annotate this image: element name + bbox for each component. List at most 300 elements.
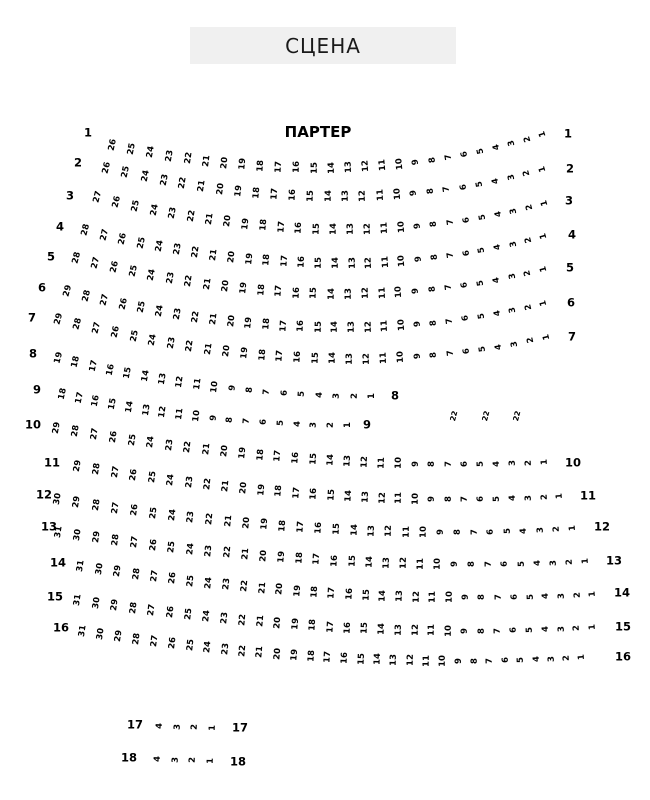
seat-row5-10[interactable]: 10 — [393, 285, 405, 299]
seat-row1-17[interactable]: 17 — [273, 160, 285, 173]
seat-row10-1[interactable]: 1 — [539, 458, 550, 466]
seat-row4-28[interactable]: 28 — [79, 222, 93, 237]
seat-row8-11[interactable]: 11 — [191, 377, 204, 391]
seat-row12-20[interactable]: 20 — [241, 516, 253, 529]
seat-row14-6[interactable]: 6 — [509, 594, 520, 601]
seat-row6-20[interactable]: 20 — [226, 314, 238, 328]
seat-row16-31[interactable]: 31 — [76, 624, 89, 638]
seat-row6-18[interactable]: 18 — [261, 318, 273, 331]
seat-row11-7[interactable]: 7 — [459, 496, 470, 502]
seat-row2-21[interactable]: 21 — [196, 179, 208, 193]
seat-row11-3[interactable]: 3 — [523, 494, 534, 501]
seat-row13-1[interactable]: 1 — [580, 557, 591, 565]
seat-row11-23[interactable]: 23 — [183, 475, 196, 489]
seat-row3-11[interactable]: 11 — [379, 222, 390, 235]
seat-row15-30[interactable]: 30 — [90, 596, 103, 610]
seat-row5-9[interactable]: 9 — [410, 287, 422, 295]
seat-row2-1[interactable]: 1 — [537, 164, 549, 174]
seat-row14-27[interactable]: 27 — [149, 569, 161, 583]
seat-row12-23[interactable]: 23 — [185, 510, 197, 524]
seat-row10-14[interactable]: 14 — [325, 453, 336, 467]
seat-row16-21[interactable]: 21 — [254, 645, 266, 659]
seat-row11-18[interactable]: 18 — [273, 484, 285, 498]
seat-row15-29[interactable]: 29 — [109, 598, 121, 612]
seat-row13-10[interactable]: 10 — [433, 558, 444, 571]
seat-row7-6[interactable]: 6 — [461, 347, 473, 355]
seat-row13-26[interactable]: 26 — [147, 538, 160, 552]
seat-row6-11[interactable]: 11 — [379, 320, 391, 333]
seat-row12-2[interactable]: 2 — [551, 525, 562, 533]
seat-row5-6[interactable]: 6 — [459, 281, 471, 289]
seat-row14-14[interactable]: 14 — [377, 589, 389, 602]
seat-row3-27[interactable]: 27 — [91, 189, 105, 204]
seat-row12-16[interactable]: 16 — [313, 521, 325, 535]
seat-row2-4[interactable]: 4 — [490, 176, 502, 185]
seat-row5-15[interactable]: 15 — [308, 287, 320, 300]
seat-row2-10[interactable]: 10 — [391, 188, 403, 201]
seat-row12-4[interactable]: 4 — [518, 527, 530, 534]
seat-row3-20[interactable]: 20 — [222, 214, 234, 228]
seat-row4-5[interactable]: 5 — [476, 246, 488, 255]
seat-row15-28[interactable]: 28 — [128, 601, 140, 615]
seat-row9-16[interactable]: 16 — [90, 394, 103, 408]
seat-row14-25[interactable]: 25 — [185, 574, 197, 587]
seat-row7-27[interactable]: 27 — [90, 321, 104, 336]
seat-row10-17[interactable]: 17 — [272, 449, 284, 463]
seat-row9-4[interactable]: 4 — [292, 420, 303, 428]
seat-row11-22[interactable]: 22 — [201, 477, 214, 491]
seat-row1-6[interactable]: 6 — [459, 150, 471, 159]
seat-row10-9[interactable]: 9 — [410, 460, 421, 467]
seat-row6-17[interactable]: 17 — [278, 319, 290, 332]
seat-row16-13[interactable]: 13 — [388, 653, 400, 667]
seat-row7-21[interactable]: 21 — [202, 342, 215, 356]
seat-row15-27[interactable]: 27 — [146, 603, 158, 617]
seat-row14-28[interactable]: 28 — [130, 567, 143, 581]
seat-row16-28[interactable]: 28 — [131, 632, 143, 646]
seat-row11-19[interactable]: 19 — [255, 483, 267, 496]
seat-row1-11[interactable]: 11 — [377, 158, 389, 172]
seat-row15-8[interactable]: 8 — [476, 627, 487, 634]
seat-row4-19[interactable]: 19 — [243, 252, 256, 266]
seat-row16-29[interactable]: 29 — [113, 629, 125, 643]
seat-row9-3[interactable]: 3 — [309, 421, 320, 428]
seat-row14-17[interactable]: 17 — [326, 586, 338, 600]
seat-row4-14[interactable]: 14 — [330, 257, 341, 270]
seat-row2-25[interactable]: 25 — [119, 165, 133, 180]
seat-row8-1[interactable]: 1 — [366, 393, 377, 399]
seat-row4-17[interactable]: 17 — [279, 255, 290, 268]
seat-row14-16[interactable]: 16 — [343, 587, 355, 601]
seat-row4-24[interactable]: 24 — [153, 239, 166, 253]
seat-row16-4[interactable]: 4 — [531, 656, 542, 663]
seat-row10-4[interactable]: 4 — [492, 460, 503, 467]
seat-row14-22[interactable]: 22 — [239, 579, 251, 593]
seat-row11-16[interactable]: 16 — [308, 487, 320, 501]
seat-row11-24[interactable]: 24 — [165, 473, 177, 487]
seat-row14-21[interactable]: 21 — [257, 581, 269, 595]
seat-row2-12[interactable]: 12 — [358, 190, 369, 203]
seat-row6-22[interactable]: 22 — [190, 309, 202, 324]
seat-row1-4[interactable]: 4 — [490, 143, 502, 152]
seat-row13-19[interactable]: 19 — [276, 550, 287, 564]
seat-row2-6[interactable]: 6 — [458, 183, 469, 191]
seat-row10-29[interactable]: 29 — [50, 421, 63, 435]
seat-row13-12[interactable]: 12 — [398, 557, 410, 570]
seat-row9-8[interactable]: 8 — [224, 416, 236, 424]
seat-row3-3[interactable]: 3 — [508, 206, 520, 215]
seat-row14-19[interactable]: 19 — [292, 584, 303, 597]
seat-row15-21[interactable]: 21 — [255, 615, 267, 628]
extra-seat-marker-2[interactable]: 22 — [480, 409, 492, 423]
seat-row6-2[interactable]: 2 — [522, 302, 535, 311]
seat-row11-6[interactable]: 6 — [475, 495, 487, 502]
seat-row3-1[interactable]: 1 — [539, 198, 551, 208]
seat-row10-18[interactable]: 18 — [254, 448, 266, 462]
seat-row4-8[interactable]: 8 — [429, 253, 440, 262]
seat-row7-15[interactable]: 15 — [310, 351, 321, 365]
seat-row1-21[interactable]: 21 — [201, 154, 213, 168]
seat-row3-2[interactable]: 2 — [523, 203, 535, 212]
seat-row6-27[interactable]: 27 — [98, 292, 112, 307]
seat-row3-19[interactable]: 19 — [240, 217, 252, 230]
seat-row13-20[interactable]: 20 — [258, 549, 270, 562]
seat-row5-7[interactable]: 7 — [443, 283, 454, 291]
seat-row6-9[interactable]: 9 — [412, 320, 424, 328]
seat-row10-21[interactable]: 21 — [200, 442, 213, 456]
seat-row2-5[interactable]: 5 — [474, 180, 486, 188]
seat-row10-5[interactable]: 5 — [476, 460, 487, 468]
seat-row6-24[interactable]: 24 — [154, 303, 167, 318]
seat-row16-14[interactable]: 14 — [372, 653, 384, 666]
seat-row6-28[interactable]: 28 — [80, 288, 93, 303]
seat-row5-26[interactable]: 26 — [108, 260, 121, 274]
seat-row2-20[interactable]: 20 — [214, 182, 227, 196]
seat-row15-13[interactable]: 13 — [393, 623, 404, 636]
seat-row6-16[interactable]: 16 — [295, 320, 307, 333]
seat-row15-19[interactable]: 19 — [290, 617, 302, 631]
seat-row8-16[interactable]: 16 — [104, 362, 117, 377]
seat-row11-17[interactable]: 17 — [291, 486, 303, 499]
seat-row4-6[interactable]: 6 — [461, 249, 472, 257]
seat-row3-24[interactable]: 24 — [148, 202, 161, 217]
seat-row2-2[interactable]: 2 — [521, 169, 533, 178]
seat-row2-18[interactable]: 18 — [251, 186, 263, 200]
extra-seat-marker-1[interactable]: 22 — [448, 409, 460, 423]
seat-row16-15[interactable]: 15 — [356, 652, 367, 665]
seat-row14-20[interactable]: 20 — [274, 582, 286, 596]
seat-row13-21[interactable]: 21 — [240, 547, 252, 561]
seat-row16-2[interactable]: 2 — [561, 654, 572, 662]
seat-row2-17[interactable]: 17 — [269, 187, 281, 201]
seat-row15-18[interactable]: 18 — [307, 619, 319, 632]
seat-row6-23[interactable]: 23 — [172, 307, 185, 321]
seat-row7-4[interactable]: 4 — [493, 342, 505, 351]
seat-row15-2[interactable]: 2 — [572, 624, 583, 632]
seat-row14-9[interactable]: 9 — [460, 594, 471, 601]
seat-row5-2[interactable]: 2 — [522, 268, 534, 277]
seat-row12-17[interactable]: 17 — [295, 520, 307, 534]
seat-row5-1[interactable]: 1 — [538, 264, 550, 274]
seat-row5-13[interactable]: 13 — [343, 287, 354, 300]
seat-row14-12[interactable]: 12 — [411, 590, 422, 603]
seat-row18-3[interactable]: 3 — [170, 756, 181, 763]
seat-row10-12[interactable]: 12 — [359, 455, 371, 469]
seat-row11-21[interactable]: 21 — [220, 479, 232, 493]
seat-row10-10[interactable]: 10 — [393, 457, 404, 470]
seat-row3-26[interactable]: 26 — [110, 194, 123, 209]
seat-row6-4[interactable]: 4 — [492, 309, 503, 318]
seat-row8-3[interactable]: 3 — [331, 392, 342, 399]
seat-row1-19[interactable]: 19 — [237, 158, 249, 171]
seat-row7-14[interactable]: 14 — [327, 352, 338, 365]
seat-row15-12[interactable]: 12 — [410, 624, 421, 637]
seat-row7-19[interactable]: 19 — [238, 346, 251, 360]
seat-row13-17[interactable]: 17 — [311, 553, 323, 566]
seat-row13-22[interactable]: 22 — [221, 546, 233, 559]
seat-row1-1[interactable]: 1 — [537, 129, 549, 139]
seat-row5-4[interactable]: 4 — [491, 275, 503, 284]
seat-row13-9[interactable]: 9 — [449, 561, 460, 568]
seat-row15-10[interactable]: 10 — [443, 624, 454, 637]
seat-row5-28[interactable]: 28 — [70, 250, 84, 265]
seat-row9-2[interactable]: 2 — [325, 421, 336, 428]
seat-row3-7[interactable]: 7 — [445, 218, 456, 226]
seat-row11-8[interactable]: 8 — [443, 496, 454, 502]
seat-row7-2[interactable]: 2 — [525, 336, 537, 345]
seat-row4-23[interactable]: 23 — [172, 242, 185, 256]
seat-row7-1[interactable]: 1 — [541, 333, 553, 342]
seat-row9-17[interactable]: 17 — [73, 390, 86, 405]
seat-row1-9[interactable]: 9 — [410, 158, 422, 166]
seat-row7-3[interactable]: 3 — [509, 339, 521, 348]
seat-row7-7[interactable]: 7 — [445, 349, 456, 357]
seat-row1-23[interactable]: 23 — [163, 148, 176, 163]
seat-row16-11[interactable]: 11 — [421, 654, 432, 667]
seat-row4-18[interactable]: 18 — [261, 253, 273, 267]
extra-seat-marker-3[interactable]: 22 — [511, 409, 523, 423]
seat-row14-10[interactable]: 10 — [444, 591, 455, 604]
seat-row2-16[interactable]: 16 — [287, 189, 299, 202]
seat-row7-8[interactable]: 8 — [428, 351, 440, 359]
seat-row12-7[interactable]: 7 — [469, 528, 480, 535]
seat-row3-18[interactable]: 18 — [258, 218, 270, 232]
seat-row3-22[interactable]: 22 — [185, 209, 198, 223]
seat-row6-5[interactable]: 5 — [476, 312, 488, 320]
seat-row16-6[interactable]: 6 — [500, 657, 511, 664]
seat-row3-13[interactable]: 13 — [345, 223, 356, 236]
seat-row6-6[interactable]: 6 — [460, 314, 472, 323]
seat-row14-5[interactable]: 5 — [525, 593, 536, 600]
seat-row7-17[interactable]: 17 — [274, 349, 286, 363]
seat-row2-13[interactable]: 13 — [340, 190, 351, 203]
seat-row2-11[interactable]: 11 — [375, 189, 386, 202]
seat-row13-5[interactable]: 5 — [516, 560, 527, 567]
seat-row4-10[interactable]: 10 — [396, 254, 408, 267]
seat-row10-23[interactable]: 23 — [164, 438, 176, 452]
seat-row14-7[interactable]: 7 — [493, 594, 504, 601]
seat-row11-13[interactable]: 13 — [360, 490, 371, 503]
seat-row12-22[interactable]: 22 — [204, 512, 216, 526]
seat-row10-16[interactable]: 16 — [290, 451, 302, 464]
seat-row7-29[interactable]: 29 — [52, 311, 66, 326]
seat-row1-25[interactable]: 25 — [125, 142, 138, 156]
seat-row5-20[interactable]: 20 — [219, 279, 232, 293]
seat-row15-24[interactable]: 24 — [201, 609, 213, 623]
seat-row13-15[interactable]: 15 — [346, 555, 358, 568]
seat-row12-6[interactable]: 6 — [486, 528, 497, 535]
seat-row1-5[interactable]: 5 — [475, 146, 487, 155]
seat-row17-3[interactable]: 3 — [172, 723, 183, 730]
seat-row12-11[interactable]: 11 — [401, 525, 412, 538]
seat-row5-3[interactable]: 3 — [507, 272, 519, 281]
seat-row7-20[interactable]: 20 — [220, 344, 233, 358]
seat-row15-17[interactable]: 17 — [325, 620, 336, 633]
seat-row16-18[interactable]: 18 — [305, 649, 317, 663]
seat-row9-7[interactable]: 7 — [241, 417, 253, 425]
seat-row2-19[interactable]: 19 — [233, 184, 245, 198]
seat-row7-16[interactable]: 16 — [292, 351, 304, 364]
seat-row11-25[interactable]: 25 — [146, 470, 159, 484]
seat-row15-26[interactable]: 26 — [164, 605, 177, 619]
seat-row16-12[interactable]: 12 — [405, 654, 416, 667]
seat-row10-20[interactable]: 20 — [218, 444, 231, 458]
seat-row15-20[interactable]: 20 — [272, 616, 284, 630]
seat-row12-19[interactable]: 19 — [259, 517, 271, 531]
seat-row4-9[interactable]: 9 — [413, 255, 424, 263]
seat-row3-4[interactable]: 4 — [492, 210, 504, 219]
seat-row4-11[interactable]: 11 — [380, 255, 392, 268]
seat-row12-3[interactable]: 3 — [535, 526, 546, 534]
seat-row4-1[interactable]: 1 — [538, 231, 550, 241]
seat-row7-22[interactable]: 22 — [184, 339, 196, 353]
seat-row13-4[interactable]: 4 — [532, 560, 543, 567]
seat-row6-26[interactable]: 26 — [117, 296, 130, 311]
seat-row14-13[interactable]: 13 — [394, 590, 406, 603]
seat-row8-2[interactable]: 2 — [349, 392, 360, 399]
seat-row13-3[interactable]: 3 — [548, 559, 559, 566]
seat-row11-20[interactable]: 20 — [238, 481, 250, 495]
seat-row6-21[interactable]: 21 — [208, 312, 220, 326]
seat-row12-24[interactable]: 24 — [166, 508, 179, 522]
seat-row12-14[interactable]: 14 — [348, 523, 360, 536]
seat-row16-8[interactable]: 8 — [469, 657, 480, 664]
seat-row16-26[interactable]: 26 — [167, 636, 179, 650]
seat-row14-23[interactable]: 23 — [221, 577, 233, 591]
seat-row3-17[interactable]: 17 — [276, 220, 287, 233]
seat-row9-6[interactable]: 6 — [258, 419, 269, 426]
seat-row18-4[interactable]: 4 — [152, 755, 163, 763]
seat-row8-14[interactable]: 14 — [139, 369, 152, 383]
seat-row1-18[interactable]: 18 — [255, 159, 267, 173]
seat-row4-22[interactable]: 22 — [190, 245, 202, 259]
seat-row16-17[interactable]: 17 — [322, 650, 334, 664]
seat-row6-3[interactable]: 3 — [507, 306, 519, 315]
seat-row18-1[interactable]: 1 — [205, 757, 216, 765]
seat-row11-27[interactable]: 27 — [109, 465, 122, 479]
seat-row5-16[interactable]: 16 — [291, 286, 302, 299]
seat-row14-29[interactable]: 29 — [112, 564, 124, 578]
seat-row11-28[interactable]: 28 — [90, 462, 103, 476]
seat-row9-12[interactable]: 12 — [157, 405, 169, 419]
seat-row16-20[interactable]: 20 — [271, 647, 283, 660]
seat-row8-9[interactable]: 9 — [227, 384, 238, 392]
seat-row13-2[interactable]: 2 — [564, 558, 575, 566]
seat-row11-29[interactable]: 29 — [71, 459, 84, 473]
seat-row4-26[interactable]: 26 — [116, 231, 130, 246]
seat-row12-1[interactable]: 1 — [567, 524, 578, 532]
seat-row12-27[interactable]: 27 — [109, 500, 122, 515]
seat-row8-10[interactable]: 10 — [209, 379, 221, 393]
seat-row6-13[interactable]: 13 — [346, 321, 358, 334]
seat-row11-9[interactable]: 9 — [427, 495, 438, 502]
seat-row1-3[interactable]: 3 — [506, 139, 518, 148]
seat-row12-25[interactable]: 25 — [147, 506, 160, 520]
seat-row5-19[interactable]: 19 — [237, 281, 250, 295]
seat-row16-1[interactable]: 1 — [576, 653, 587, 661]
seat-row8-12[interactable]: 12 — [174, 375, 187, 389]
seat-row10-24[interactable]: 24 — [145, 435, 157, 449]
seat-row1-2[interactable]: 2 — [521, 134, 534, 144]
seat-row8-13[interactable]: 13 — [156, 372, 169, 386]
seat-row13-7[interactable]: 7 — [483, 561, 494, 568]
seat-row13-18[interactable]: 18 — [294, 552, 305, 565]
seat-row5-12[interactable]: 12 — [360, 287, 371, 300]
seat-row16-7[interactable]: 7 — [484, 657, 495, 664]
seat-row7-24[interactable]: 24 — [147, 333, 160, 347]
seat-row12-13[interactable]: 13 — [366, 524, 377, 537]
seat-row14-26[interactable]: 26 — [167, 571, 179, 585]
seat-row10-28[interactable]: 28 — [70, 424, 82, 438]
seat-row9-11[interactable]: 11 — [174, 407, 186, 421]
seat-row9-10[interactable]: 10 — [190, 409, 203, 423]
seat-row15-31[interactable]: 31 — [71, 593, 84, 607]
seat-row14-3[interactable]: 3 — [556, 592, 567, 599]
seat-row9-14[interactable]: 14 — [123, 400, 136, 414]
seat-row6-29[interactable]: 29 — [61, 283, 75, 298]
seat-row13-31[interactable]: 31 — [52, 525, 65, 539]
seat-row11-11[interactable]: 11 — [393, 492, 405, 505]
seat-row5-25[interactable]: 25 — [127, 264, 140, 278]
seat-row6-10[interactable]: 10 — [396, 319, 408, 332]
seat-row4-25[interactable]: 25 — [135, 235, 148, 250]
seat-row8-15[interactable]: 15 — [122, 366, 135, 380]
seat-row4-12[interactable]: 12 — [364, 256, 375, 269]
seat-row6-7[interactable]: 7 — [444, 317, 456, 325]
seat-row2-3[interactable]: 3 — [506, 173, 518, 182]
seat-row1-14[interactable]: 14 — [326, 161, 337, 174]
seat-row6-19[interactable]: 19 — [243, 316, 255, 330]
seat-row10-22[interactable]: 22 — [182, 440, 194, 454]
seat-row7-13[interactable]: 13 — [344, 352, 355, 365]
seat-row7-28[interactable]: 28 — [71, 316, 85, 331]
seat-row14-11[interactable]: 11 — [428, 591, 439, 604]
seat-row11-14[interactable]: 14 — [343, 489, 354, 503]
seat-row9-15[interactable]: 15 — [106, 397, 119, 411]
seat-row13-30[interactable]: 30 — [72, 528, 84, 542]
seat-row15-9[interactable]: 9 — [460, 627, 471, 634]
seat-row3-5[interactable]: 5 — [477, 213, 488, 222]
seat-row14-30[interactable]: 30 — [93, 562, 106, 576]
seat-row1-16[interactable]: 16 — [291, 161, 302, 174]
seat-row13-6[interactable]: 6 — [499, 560, 510, 567]
seat-row11-5[interactable]: 5 — [491, 495, 503, 502]
seat-row16-19[interactable]: 19 — [288, 648, 300, 662]
seat-row5-5[interactable]: 5 — [475, 278, 487, 287]
seat-row5-23[interactable]: 23 — [164, 271, 177, 285]
seat-row10-19[interactable]: 19 — [236, 446, 249, 460]
seat-row4-4[interactable]: 4 — [492, 243, 504, 252]
